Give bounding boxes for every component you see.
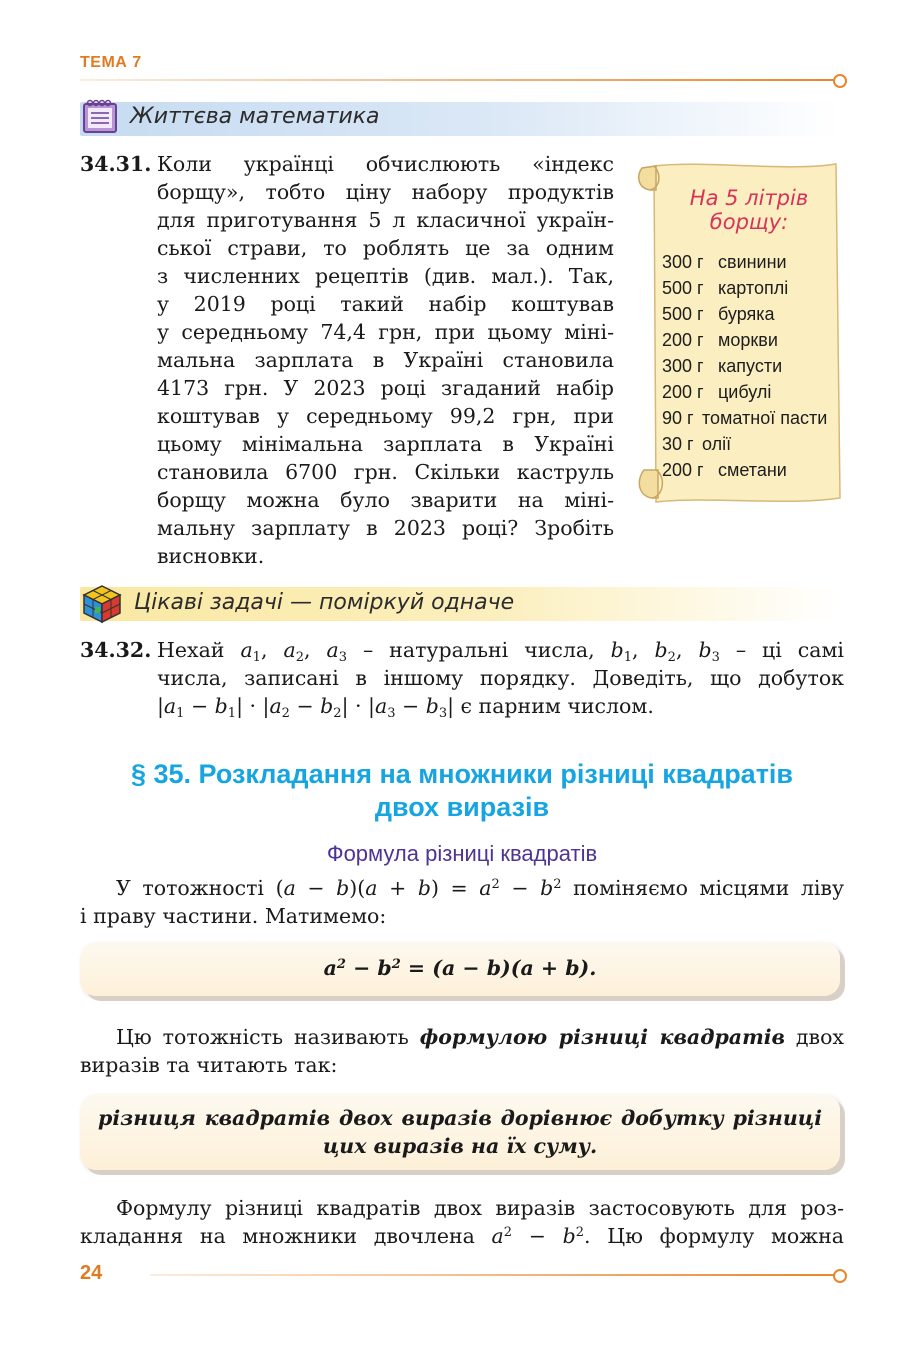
problem-3432-text (157, 636, 844, 720)
recipe-qty: 500 г (662, 278, 704, 298)
text-line: Формулу різниці квадратів двох виразів застосовують для роз- (116, 1196, 844, 1220)
recipe-item (662, 379, 827, 405)
section-title (80, 758, 844, 824)
recipe-qty: 200 г (662, 330, 704, 350)
paragraph-application (80, 1194, 844, 1250)
text-line: з численних рецептів (див. мал.). Так, (157, 264, 614, 288)
banner-puzzles-title: Цікаві задачі — поміркуй одначе (134, 590, 515, 615)
recipe-title-line2: борщу: (709, 210, 789, 234)
recipe-item (662, 431, 827, 457)
footer-rule (150, 1274, 834, 1276)
term-highlight: формулою різниці квадратів (419, 1025, 786, 1049)
text-line: становила 6700 грн. Скільки каструль (157, 460, 614, 484)
recipe-item (662, 275, 827, 301)
footer-rule-end-circle (833, 1269, 847, 1283)
banner-life-math-title: Життєва математика (130, 104, 380, 129)
text-line: мальна зарплата в Україні становила (157, 348, 614, 372)
recipe-ingredient: олії (702, 434, 732, 454)
recipe-qty: 300 г (662, 356, 704, 376)
recipe-title (660, 186, 838, 234)
recipe-ingredient: свинини (718, 252, 787, 272)
text-line: висновки. (157, 544, 265, 568)
text-line: для приготування 5 л класичної україн- (157, 208, 614, 232)
recipe-ingredient: сметани (718, 460, 787, 480)
recipe-ingredient: цибулі (718, 382, 772, 402)
subsection-title: Формула різниці квадратів (326, 841, 598, 866)
text-line: у 2019 році такий набір коштував (157, 292, 614, 316)
recipe-item (662, 249, 827, 275)
text-line: 4173 грн. У 2023 році згаданий набір (157, 376, 614, 400)
recipe-ingredient: буряка (718, 304, 775, 324)
problem-3431-text (157, 150, 614, 570)
page-number: 24 (80, 1262, 103, 1284)
recipe-title-line1: На 5 літрів (689, 186, 809, 210)
text-line: Нехай $a_1$, $a_2$, $a_3$ – натуральні числа, $b_1$, $b_2$, $b_3$ – ці самі (157, 638, 844, 665)
text-line: Коли українці обчислюють «індекс (157, 152, 614, 176)
text-line: коштував у середньому 99,2 грн, при (157, 404, 614, 428)
recipe-qty: 300 г (662, 252, 704, 272)
recipe-qty: 90 г (662, 408, 694, 428)
recipe-item (662, 353, 827, 379)
text-line: числа, записані в іншому порядку. Доведіть, що добуток (157, 666, 844, 690)
recipe-item (662, 301, 827, 327)
text-line: у середньому 74,4 грн, при цьому міні- (157, 320, 614, 344)
rule-text (98, 1104, 822, 1160)
text-line: кладання на множники двочлена $a^2 - b^2$. Цю формулу можна (80, 1224, 844, 1248)
text-line: виразів та читають так: (80, 1053, 338, 1077)
rule-line2: цих виразів на їх суму. (322, 1134, 598, 1158)
section-title-line1: § 35. Розкладання на множники різниці квадратів (130, 759, 794, 789)
problem-number-3432: 34.32. (80, 638, 152, 662)
recipe-qty: 500 г (662, 304, 704, 324)
recipe-item (662, 405, 827, 431)
recipe-ingredient: картоплі (718, 278, 789, 298)
recipe-qty: 30 г (662, 434, 694, 454)
rule-line1: різниця квадратів двох виразів дорівнює добутку різниці (98, 1106, 822, 1130)
problem-number-3431: 34.31. (80, 152, 152, 176)
recipe-qty: 200 г (662, 460, 704, 480)
text-line: борщу можна було зварити на міні- (157, 488, 614, 512)
recipe-qty: 200 г (662, 382, 704, 402)
text-line: мальну зарплату в 2023 році? Зробіть (157, 516, 614, 540)
paragraph-naming (80, 1023, 844, 1079)
text-line: ської страви, то роблять це за одним (157, 236, 614, 260)
formula-difference-of-squares: $a^2 - b^2 = (a - b)(a + b)$. (323, 956, 597, 980)
text-line: $|a_1 - b_1| \cdot |a_2 - b_2| \cdot |a_3 - b_3|$ є парним числом. (157, 694, 654, 721)
text-line: і праву частини. Матимемо: (80, 904, 387, 928)
recipe-item (662, 327, 827, 353)
recipe-list (662, 249, 827, 483)
recipe-item (662, 457, 827, 483)
recipe-ingredient: томатної пасти (702, 408, 828, 428)
text-line: У тотожності $(a - b)(a + b) = a^2 - b^2$ поміняємо місцями ліву (116, 876, 845, 900)
text-line: цьому мінімальна зарплата в Україні (157, 432, 614, 456)
notepad-icon (80, 96, 120, 136)
text-line: Цю тотожність називають формулою різниці квадратів двох (116, 1025, 844, 1049)
text-line: борщу», тобто ціну набору продуктів (157, 180, 614, 204)
paragraph-identity (80, 874, 844, 930)
header-rule (80, 79, 834, 81)
header-rule-end-circle (833, 74, 847, 88)
recipe-ingredient: моркви (718, 330, 778, 350)
section-title-line2: двох виразів (374, 792, 550, 822)
topic-label: ТЕМА 7 (80, 54, 142, 71)
cube-icon (80, 583, 124, 625)
recipe-ingredient: капусти (718, 356, 783, 376)
